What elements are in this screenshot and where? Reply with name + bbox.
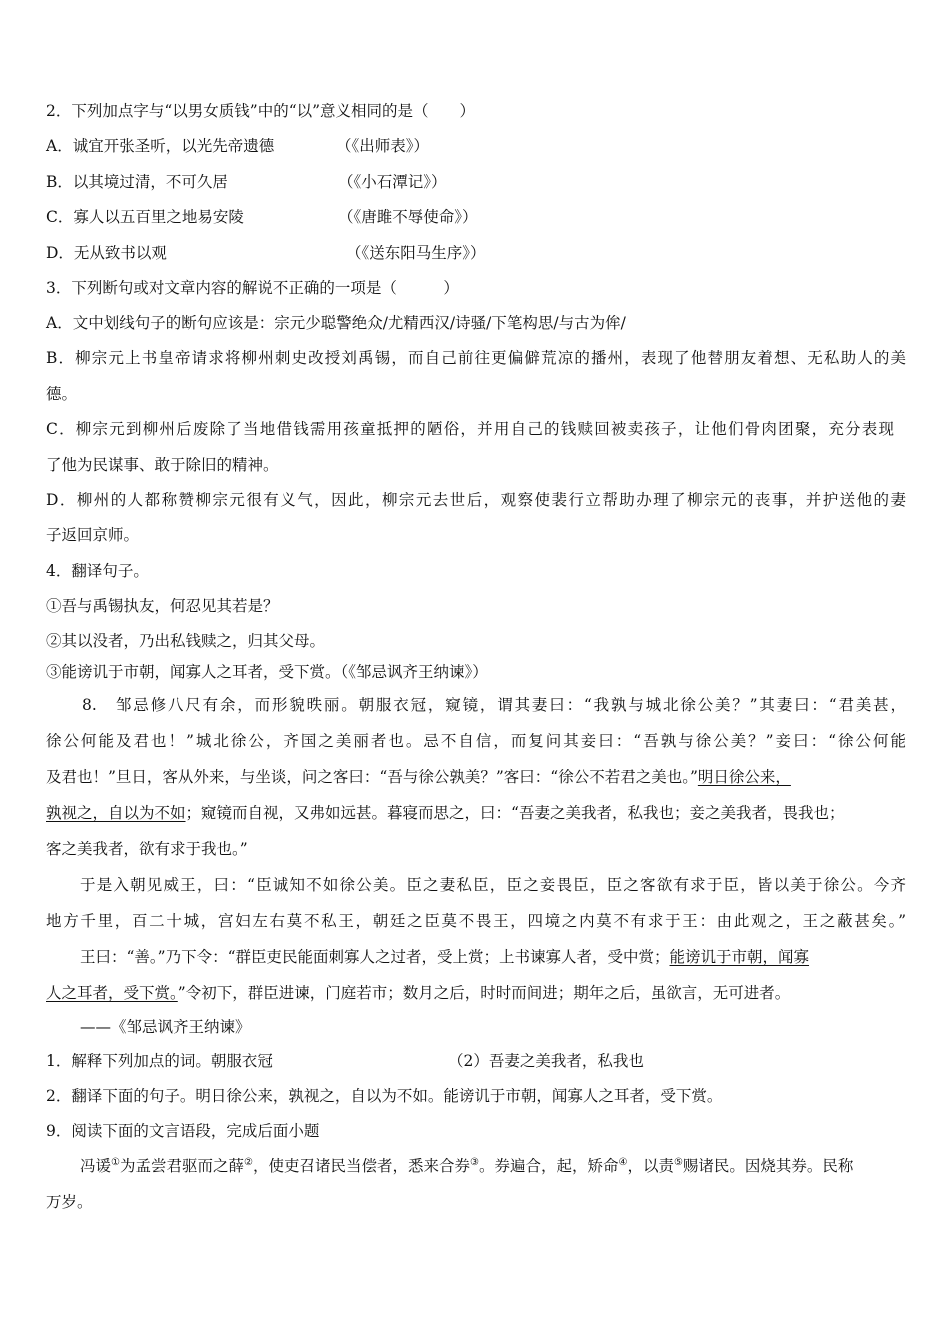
q9-stem: 9．阅读下面的文言语段，完成后面小题 [46,1122,320,1140]
q8-sub1: 1．解释下列加点的词。朝服衣冠 [46,1052,273,1070]
q9-passage-line2: 万岁。 [46,1193,93,1211]
passage8-line1: 8. 邹忌修八尺有余，而形貌昳丽。朝服衣冠，窥镜，谓其妻曰：“我孰与城北徐公美？”其妻曰：“君美甚， [82,696,906,714]
passage8-line2: 徐公何能及君也！”城北徐公，齐国之美丽者也。忌不自信，而复问其妾曰：“吾孰与徐公美？”妾曰：“徐公何能 [46,732,906,750]
q8-sub1-part2: （2）吾妻之美我者，私我也 [448,1052,644,1070]
q9-note-3: ③ [469,1156,479,1168]
q3-option-d-line1: D．柳州的人都称赞柳宗元很有义气，因此，柳宗元去世后，观察使裴行立帮助办理了柳宗元的丧事，并护送他的妻 [46,491,906,509]
q2-option-b: B．以其境过清，不可久居 [46,173,228,191]
q2-option-a: A．诚宜开张圣听，以光先帝遗德 [46,137,275,155]
q9-text-5: ，以责 [627,1157,674,1175]
passage8-line9 [46,983,790,1003]
passage8-line5: 客之美我者，欲有求于我也。” [46,840,248,858]
passage8-line4 [46,803,844,823]
q9-note-2: ② [244,1156,253,1168]
q9-text-2: 为孟尝君驱而之薛 [119,1157,244,1175]
q3-stem: 3．下列断句或对文章内容的解说不正确的一项是（ ） [46,279,459,297]
passage8-source: ——《邹忌讽齐王纳谏》 [80,1018,251,1036]
q9-text-3: ，使吏召诸民当偿者，悉来合券 [252,1157,470,1175]
q4-stem: 4．翻译句子。 [46,562,149,580]
passage8-line7: 地方千里，百二十城，宫妇左右莫不私王，朝廷之臣莫不畏王，四境之内莫不有求于王：由此观之，王之蔽甚矣。” [46,912,906,930]
q2-option-d-source: （《送东阳马生序》） [346,244,486,262]
q2-option-c-source: （《唐雎不辱使命》） [338,208,478,226]
passage8-line8-text: 王曰：“善。”乃下令：“群臣吏民能面刺寡人之过者，受上赏；上书谏寡人者，受中赏； [80,948,670,966]
q9-passage-line1 [80,1156,853,1176]
q2-option-b-source: （《小石潭记》） [338,173,447,191]
q8-sub2: 2．翻译下面的句子。明日徐公来，孰视之，自以为不如。能谤讥于市朝，闻寡人之耳者，受下赏。 [46,1087,723,1105]
passage8-line4-text: ；窥镜而自视，又弗如远甚。暮寝而思之，曰：“吾妻之美我者，私我也；妾之美我者，畏我也； [185,804,845,822]
passage8-line6: 于是入朝见威王，曰：“臣诚知不如徐公美。臣之妻私臣，臣之妾畏臣，臣之客欲有求于臣，皆以美于徐公。今齐 [80,876,906,894]
q2-option-d: D．无从致书以观 [46,244,167,262]
q3-option-d-line2: 子返回京师。 [46,526,140,544]
q4-item-3: ③能谤讥于市朝，闻寡人之耳者，受下赏。（《邹忌讽齐王纳谏》） [46,663,488,681]
q2-option-c: C．寡人以五百里之地易安陵 [46,208,244,226]
q3-option-c-line1: C．柳宗元到柳州后废除了当地借钱需用孩童抵押的陋俗，并用自己的钱赎回被卖孩子，让他们骨肉团聚，充分表现 [46,420,894,438]
q9-text-6: 赐诸民。因烧其券。民称 [682,1157,854,1175]
q4-item-2: ②其以没者，乃出私钱赎之，归其父母。 [46,632,326,650]
passage8-line9-text: ”令初下，群臣进谏，门庭若市；数月之后，时时而间进；期年之后，虽欲言，无可进者。 [177,984,791,1002]
q4-item-1: ①吾与禹锡执友，何忍见其若是？ [46,597,279,615]
q9-note-1: ① [111,1156,120,1168]
q3-option-b-line2: 德。 [46,385,78,403]
passage8-line3 [46,767,791,787]
q9-note-4: ④ [618,1156,628,1168]
q9-text-4: 。券遍合，起，矫命 [478,1157,619,1175]
q9-text-1: 冯谖 [80,1157,112,1175]
q2-option-a-source: （《出师表》） [336,137,430,155]
passage8-underlined-sentence-part1: 明日徐公来， [697,768,791,786]
passage8-line8 [80,947,809,967]
q2-stem: 2．下列加点字与“以男女质钱”中的“以”意义相同的是（ ） [46,102,476,120]
q9-note-5: ⑤ [673,1156,683,1168]
passage8-line3-text: 及君也！”旦日，客从外来，与坐谈，问之客曰：“吾与徐公孰美？”客曰：“徐公不若君之美也。” [46,768,698,786]
q3-option-a: A．文中划线句子的断句应该是：宗元少聪警绝众/尤精西汉/诗骚/下笔构思/与古为侔/ [46,314,626,332]
passage8-underlined-sentence-part4: 人之耳者，受下赏。 [46,984,178,1002]
q3-option-c-line2: 了他为民谋事、敢于除旧的精神。 [46,456,279,474]
passage8-underlined-sentence-part3: 能谤讥于市朝，闻寡 [669,948,810,966]
q3-option-b-line1: B．柳宗元上书皇帝请求将柳州刺史改授刘禹锡，而自己前往更偏僻荒凉的播州，表现了他替朋友着想、无私助人的美 [46,349,906,367]
passage8-underlined-sentence-part2: 孰视之，自以为不如 [46,804,186,822]
